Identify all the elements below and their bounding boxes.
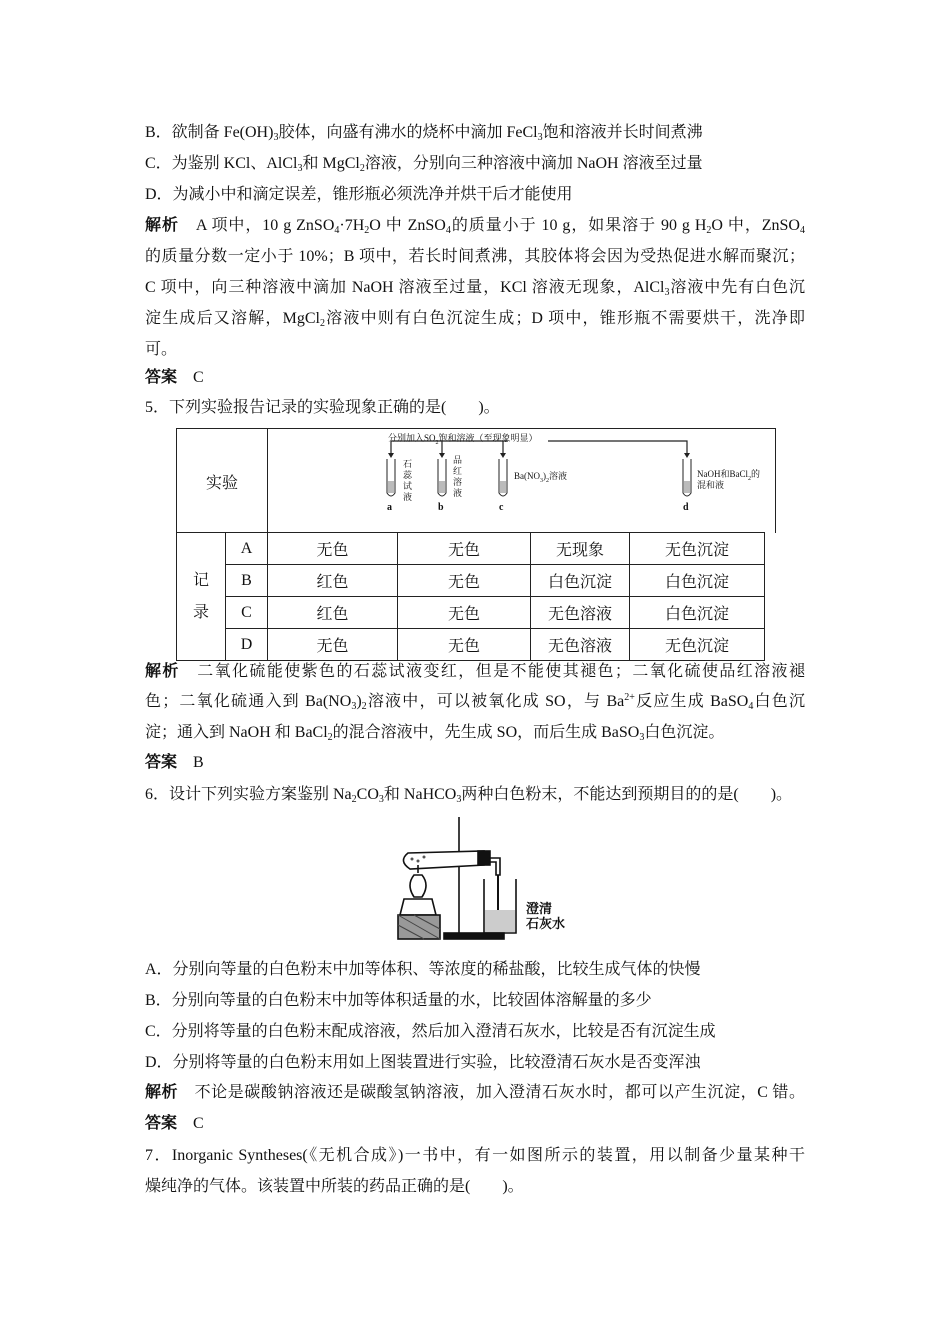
table-cell: 白色沉淀 (630, 597, 765, 629)
q5-analysis-line-3: 淀；通入到 NaOH 和 BaCl$_2$的混合溶液中，先生成 SO，而后生成 BaSO$_3$白色沉淀。 (145, 724, 725, 743)
q7-stem-line-2: 燥纯净的气体。该装置中所装的药品正确的是( )。 (145, 1178, 524, 1195)
q5-record-table (176, 532, 765, 661)
q6-analysis: 解析 不论是碳酸钠溶液还是碳酸氢钠溶液，加入澄清石灰水时，都可以产生沉淀，C 错。 (145, 1084, 805, 1101)
option-cell: B (226, 565, 268, 597)
table-row (177, 629, 765, 661)
q7-stem-line-1: 7．Inorganic Syntheses(《无机合成》)一书中，有一如图所示的装置，用以制备少量某种干 (145, 1147, 805, 1164)
tube-b-label: 品 红 溶 液 (453, 455, 463, 498)
q6-option-d: D．分别将等量的白色粉末用如上图装置进行实验，比较澄清石灰水是否变浑浊 (145, 1054, 701, 1071)
table-cell: 无色 (268, 533, 398, 565)
q5-analysis-line-1: 解析 二氧化硫能使紫色的石蕊试液变红，但是不能使其褪色；二氧化硫使品红溶液褪 (145, 663, 805, 680)
q4-analysis-line-2: 的质量分数一定小于 10%；B 项中，若长时间煮沸，其胶体将会因为受热促进水解而聚沉； (145, 248, 805, 265)
table-cell: 红色 (268, 597, 398, 629)
tube-letter-a: a (387, 502, 392, 513)
table-row (177, 597, 765, 629)
tube-letter-c: c (499, 502, 504, 513)
table-cell: 无色溶液 (531, 597, 630, 629)
table-cell: 无色 (268, 629, 398, 661)
q4-answer: 答案 C (145, 369, 204, 386)
table-cell: 红色 (268, 565, 398, 597)
q4-analysis-line-1: 解析 A 项中，10 g $ZnSO_4\cdot 7H_2O$ 中 ZnSO$_4$的质量小于 10 g，如果溶于 90 g $H_2O$ 中，ZnSO$_4$ (145, 217, 805, 236)
q4-analysis-line-3: C 项中，向三种溶液中滴加 NaOH 溶液至过量，KCl 溶液无现象，AlCl$_3$溶液中先有白色沉 (145, 279, 805, 298)
table-cell: 白色沉淀 (531, 565, 630, 597)
record-label: 记 录 (177, 533, 226, 661)
table-cell: 无色 (398, 629, 531, 661)
option-cell: A (226, 533, 268, 565)
tube-d-label: NaOH和BaCl$_2$的 混和液 (697, 469, 761, 490)
q5-stem: 5．下列实验报告记录的实验现象正确的是( )。 (145, 399, 500, 416)
q6-stem: 6．设计下列实验方案鉴别 $Na_2CO_3$和 NaHCO$_3$两种白色粉末，不能达到预期目的的是( )。 (145, 786, 793, 805)
q4-option-b: B．欲制备 $Fe(OH)_3$胶体，向盛有沸水的烧杯中滴加 FeCl$_3$饱和溶液并长时间煮沸 (145, 124, 703, 143)
table-cell: 无色 (398, 565, 531, 597)
tube-letter-b: b (438, 502, 444, 513)
q6-apparatus-figure (384, 815, 584, 945)
q6-option-c: C．分别将等量的白色粉末配成溶液，然后加入澄清石灰水，比较是否有沉淀生成 (145, 1023, 716, 1040)
q6-option-b: B．分别向等量的白色粉末中加等体积适量的水，比较固体溶解量的多少 (145, 992, 652, 1009)
table-cell: 无色溶液 (531, 629, 630, 661)
table-cell: 无色 (398, 597, 531, 629)
q4-analysis-line-4: 淀生成后又溶解，MgCl$_2$溶液中则有白色沉淀生成；D 项中，锥形瓶不需要烘干，洗净即 (145, 310, 805, 329)
table-cell: 白色沉淀 (630, 565, 765, 597)
q5-experiment-row (176, 428, 776, 533)
q5-analysis-line-2: 色；二氧化硫通入到 $Ba(NO_3)_2$溶液中，可以被氧化成 SO，与 $Ba^{2+}$反应生成 BaSO$_4$白色沉 (145, 692, 805, 712)
table-cell: 无色沉淀 (630, 533, 765, 565)
table-cell: 无色沉淀 (630, 629, 765, 661)
q5-answer: 答案 B (145, 754, 204, 771)
tube-c-label: $Ba(NO_3)_2$溶液 (514, 471, 568, 484)
experiment-label: 实验 (177, 429, 268, 533)
q6-answer: 答案 C (145, 1115, 204, 1132)
limewater-label: 澄清 石灰水 (526, 901, 566, 931)
table-cell: 无色 (398, 533, 531, 565)
experiment-figure (268, 429, 775, 533)
q6-option-a: A．分别向等量的白色粉末中加等体积、等浓度的稀盐酸，比较生成气体的快慢 (145, 961, 701, 978)
table-cell: 无现象 (531, 533, 630, 565)
q4-option-d: D．为减小中和滴定误差，锥形瓶必须洗净并烘干后才能使用 (145, 186, 573, 203)
q4-analysis-line-5: 可。 (145, 341, 178, 358)
tube-letter-d: d (683, 502, 689, 513)
q4-option-c: C．为鉴别 KCl、AlCl$_3$和 MgCl$_2$溶液，分别向三种溶液中滴加 NaOH 溶液至过量 (145, 155, 703, 174)
figure-top-label: 分别加入$SO_2$饱和溶液（至现象明显） (388, 433, 538, 446)
option-cell: C (226, 597, 268, 629)
tube-a-label: 石 蕊 试 液 (403, 459, 413, 502)
table-row (177, 565, 765, 597)
table-row (177, 533, 765, 565)
option-cell: D (226, 629, 268, 661)
